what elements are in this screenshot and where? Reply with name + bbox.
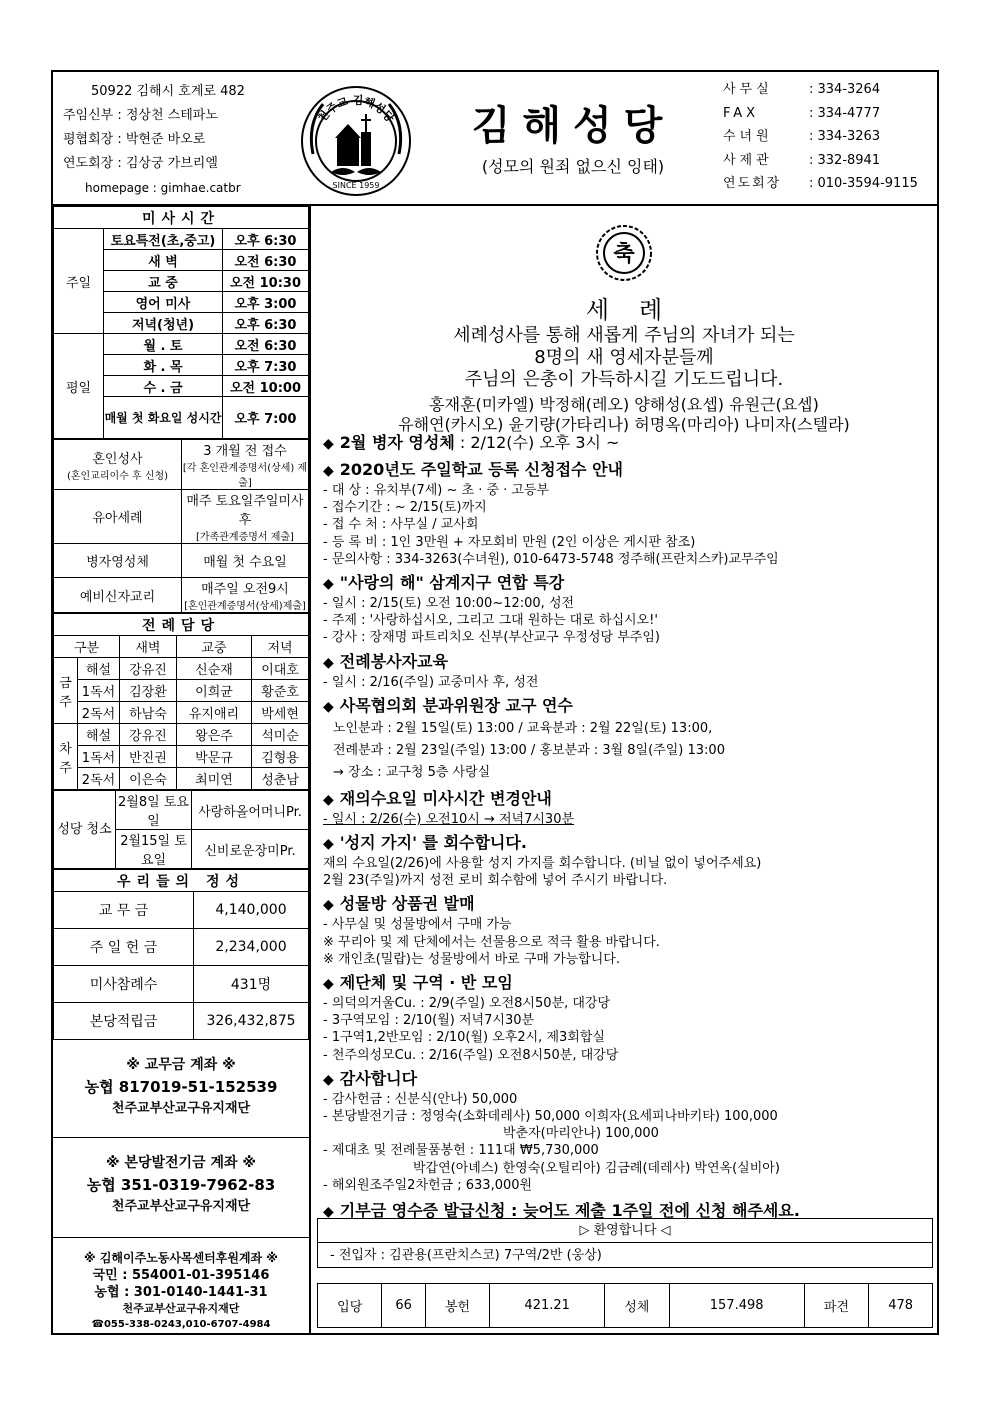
welcome-heading: ▷ 환영합니다 ◁ (318, 1219, 932, 1243)
offerings-table (53, 869, 309, 1040)
offering-name: 미사참례수 (54, 966, 194, 1003)
notice-heading: ◆ 제단체 및 구역 · 반 모임 (323, 972, 933, 995)
liturgy-role: 해설 (78, 658, 120, 680)
offering-value: 2,234,000 (194, 929, 309, 966)
notice-line: - 일시 : 2/16(주일) 교중미사 후, 성전 (323, 674, 539, 690)
liturgy-cell: 박문규 (176, 746, 251, 768)
notice-line: - 일시 : 2/15(토) 오전 10:00~12:00, 성전 (323, 596, 575, 612)
sacrament-name: 병자영성체 (54, 544, 182, 578)
mass-name: 저녁(청년) (104, 313, 223, 334)
notice-line: 박춘자(마리안나) 100,000 (503, 1126, 659, 1142)
bulletin-header (53, 72, 937, 206)
liturgy-cell: 강유진 (120, 724, 177, 746)
baptism-title: 세례 (585, 296, 693, 324)
sacrament-name: 예비신자교리 (54, 578, 182, 613)
liturgy-cell: 이대호 (252, 658, 309, 680)
notice-line: - 일시 : 2/26(수) 오전10시 → 저녁7시30분 (323, 811, 575, 827)
notice-line: - 주제 : '사랑하십시오, 그리고 그대 원하는 대로 하십시오!' (323, 613, 658, 629)
mass-name: 매월 첫 화요일 성시간 (104, 397, 223, 439)
liturgy-cell: 황준호 (252, 680, 309, 702)
notice-heading: ◆ 2020년도 주일학교 등록 신청접수 안내 (323, 459, 933, 482)
baptism-line: 세례성사를 통해 새롭게 주님의 자녀가 되는 (453, 325, 795, 346)
liturgy-cell: 신순재 (176, 658, 251, 680)
mass-name: 월 . 토 (104, 334, 223, 355)
diamond-icon: ◆ (323, 576, 334, 593)
mass-name: 수 . 금 (104, 376, 223, 397)
stat-value: 478 (869, 1284, 933, 1328)
liturgy-col-header: 교중 (176, 636, 251, 658)
stat-label: 파견 (804, 1284, 868, 1328)
account-box (53, 1040, 309, 1138)
notice-line: - 천주의성모Cu. : 2/16(주일) 오전8시50분, 대강당 (323, 1047, 619, 1063)
notice-heading: ◆ 재의수요일 미사시간 변경안내 (323, 788, 933, 811)
notice-line: - 의덕의거울Cu. : 2/9(주일) 오전8시50분, 대강당 (323, 996, 611, 1012)
notice-line: - 접 수 처 : 사무실 / 교사회 (323, 517, 479, 533)
notice-line: - 감사헌금 : 신분식(안나) 50,000 (323, 1091, 518, 1107)
contact-list (723, 78, 933, 196)
liturgy-cell: 왕은주 (176, 724, 251, 746)
contact-row: 사무실 : 334-3264 (723, 82, 881, 97)
notice-line: - 등 록 비 : 1인 3만원 + 자모회비 만원 (2인 이상은 게시판 참조) (323, 534, 696, 550)
labor-center-nh: 농협 : 301-0140-1441-31 (94, 1285, 268, 1300)
cleaning-table (53, 790, 309, 869)
cleaning-group: 신비로운장미Pr. (192, 830, 309, 869)
sacrament-note: [각 혼인관계증명서(상세) 제출] (182, 463, 308, 489)
notice-heading: ◆ 기부금 영수증 발급신청 : 늦어도 제출 1주일 전에 신청 해주세요. (323, 1200, 933, 1223)
liturgy-cell: 이은숙 (120, 768, 177, 790)
mass-time: 오후 3:00 (223, 292, 309, 313)
notice-line: - 강사 : 장재명 파트리치오 신부(부산교구 우정성당 부주임) (323, 630, 660, 646)
liturgy-col-header: 저녁 (252, 636, 309, 658)
parish-info (63, 80, 293, 200)
week-label: 차주 (54, 724, 78, 790)
notice-heading: ◆ 감사합니다 (323, 1068, 933, 1091)
sacraments-table (53, 439, 309, 613)
parish-logo (299, 84, 413, 198)
right-column (311, 206, 937, 1335)
liturgy-role: 1독서 (78, 680, 120, 702)
mass-time: 오후 6:30 (223, 229, 309, 250)
liturgy-cell: 김형용 (252, 746, 309, 768)
diamond-icon: ◆ (323, 698, 334, 715)
homepage-link[interactable]: homepage : gimhae.catbr (85, 181, 241, 195)
notice-heading: ◆ 성물방 상품권 발매 (323, 893, 933, 916)
parish-address: 50922 김해시 호계로 482 (91, 84, 245, 99)
liturgy-cell: 김장환 (120, 680, 177, 702)
cleaning-label: 성당 청소 (54, 791, 116, 869)
celebration-badge-icon (595, 224, 653, 282)
left-column (53, 206, 311, 1335)
account-number: 농협 351-0319-7962-83 (86, 1176, 276, 1194)
sacrament-note: [가족관계증명서 제출] (196, 532, 294, 543)
notice-line: - 대 상 : 유치부(7세) ~ 초 · 중 · 고등부 (323, 483, 550, 498)
offering-value: 4,140,000 (194, 892, 309, 929)
labor-center-kb: 국민 : 554001-01-395146 (92, 1268, 270, 1283)
notice-heading: ◆ 사목협의회 분과위원장 교구 연수 (323, 695, 933, 718)
liturgy-role: 2독서 (78, 702, 120, 724)
notice-list (323, 428, 933, 1223)
notice-line: ※ 꾸리아 및 제 단체에서는 선물용으로 적극 활용 바랍니다. (323, 934, 660, 950)
notice-line: - 해외원조주일2차헌금 ; 633,000원 (323, 1177, 533, 1193)
labor-center-phone: ☎055-338-0243,010-6707-4984 (91, 1319, 271, 1330)
offering-value: 326,432,875 (194, 1003, 309, 1040)
offering-name: 교 무 금 (54, 892, 194, 929)
notice-line: → 장소 : 교구청 5층 사랑실 (333, 764, 491, 780)
liturgy-table (53, 613, 309, 790)
labor-center-title: ※ 김해이주노동사목센터후원계좌 ※ (84, 1251, 278, 1265)
bulletin-page (51, 70, 939, 1335)
liturgy-cell: 반진권 (120, 746, 177, 768)
mass-time: 오전 6:30 (223, 250, 309, 271)
weekday-label: 평일 (54, 334, 104, 439)
stat-value: 66 (382, 1284, 425, 1328)
mass-time: 오후 7:30 (223, 355, 309, 376)
diamond-icon: ◆ (323, 791, 334, 808)
stat-label: 성체 (605, 1284, 669, 1328)
legion-president: 연도회장 : 김상궁 가브리엘 (63, 156, 218, 171)
logo-ring-text: 천주교 김해성당 (315, 93, 397, 125)
liturgy-heading: 전례담당 (54, 614, 309, 636)
sacrament-value: 3 개월 전 접수 (203, 444, 287, 459)
badge-text: 축 (613, 242, 635, 267)
mass-heading: 미사시간 (54, 207, 309, 229)
diamond-icon: ◆ (323, 897, 334, 914)
notice-line: 노인분과 : 2월 15일(토) 13:00 / 교육분과 : 2월 22일(토) 13:00, (333, 720, 713, 736)
liturgy-cell: 박세현 (252, 702, 309, 724)
svg-text:천주교 김해성당 (315, 93, 398, 125)
offering-name: 주 일 헌 금 (54, 929, 194, 966)
sacrament-name: 유아세례 (54, 490, 182, 544)
mass-time: 오후 6:30 (223, 313, 309, 334)
contact-row: 연도회장 : 010-3594-9115 (723, 176, 918, 191)
account-title: ※ 교무금 계좌 ※ (126, 1057, 236, 1073)
bulletin-subtitle: (성모의 원죄 없으신 잉태) (481, 157, 665, 176)
council-president: 평협회장 : 박현준 바오로 (63, 132, 206, 147)
diamond-icon: ◆ (323, 436, 334, 452)
notice-line: - 접수기간 : ~ 2/15(토)까지 (323, 500, 487, 516)
sunday-label: 주일 (54, 229, 104, 334)
liturgy-cell: 유지애리 (176, 702, 251, 724)
notice-line: 전례분과 : 2월 23일(주일) 13:00 / 홍보분과 : 3월 8일(주일) 13:00 (333, 742, 725, 758)
logo-since: SINCE 1959 (332, 181, 380, 190)
liturgy-cell: 이희균 (176, 680, 251, 702)
liturgy-role: 해설 (78, 724, 120, 746)
mass-time: 오전 10:00 (223, 376, 309, 397)
notice-line: ※ 개인초(밀랍)는 성물방에서 바로 구매 가능합니다. (323, 951, 620, 967)
stat-label: 입당 (318, 1284, 382, 1328)
welcome-box (317, 1218, 933, 1268)
liturgy-cell: 하남숙 (120, 702, 177, 724)
contact-row: FAX : 334-4777 (723, 105, 881, 121)
notice-line: - 3구역모임 : 2/10(월) 저녁7시30분 (323, 1013, 535, 1029)
diamond-icon: ◆ (323, 654, 334, 671)
notice-heading: ◆ "사랑의 해" 삼계지구 연합 특강 (323, 572, 933, 595)
mass-time: 오후 7:00 (223, 397, 309, 439)
cleaning-date: 2월8일 토요일 (116, 791, 192, 830)
notice-line: - 제대초 및 전례물품봉헌 : 111대 ₩5,730,000 (323, 1143, 599, 1159)
account-number: 농협 817019-51-152539 (84, 1078, 278, 1096)
offering-value: 431명 (194, 966, 309, 1003)
liturgy-cell: 석미순 (252, 724, 309, 746)
baptism-line: 주님의 은총이 가득하시길 기도드립니다. (464, 369, 784, 390)
sacrament-note: (혼인교리이수 후 신청) (66, 470, 169, 482)
notice-line: 재의 수요일(2/26)에 사용할 성지 가지를 회수합니다. (비닐 없이 넣어주세요) (323, 856, 762, 872)
stats-table (317, 1283, 933, 1328)
offerings-heading: 우리들의 정성 (54, 870, 309, 892)
notice-heading: ◆ 2월 병자 영성체 : 2/12(수) 오후 3시 ~ (323, 432, 933, 455)
liturgy-role: 2독서 (78, 768, 120, 790)
liturgy-role: 1독서 (78, 746, 120, 768)
mass-schedule-table (53, 206, 309, 439)
sacrament-note: [혼인관계증명서(상세)제출] (184, 601, 306, 612)
contact-row: 사제관 : 332-8941 (723, 152, 881, 168)
pastor-name: 주임신부 : 정상천 스테파노 (63, 108, 218, 123)
labor-center-owner: 천주교부산교구유지재단 (122, 1302, 240, 1315)
account-title: ※ 본당발전기금 계좌 ※ (105, 1155, 257, 1171)
sacrament-value: 매월 첫 수요일 (182, 544, 309, 578)
diamond-icon: ◆ (323, 1204, 334, 1221)
account-owner: 천주교부산교구유지재단 (111, 1199, 251, 1214)
mass-name: 토요특전(초,중고) (104, 229, 223, 250)
offering-name: 본당적립금 (54, 1003, 194, 1040)
mass-time: 오전 10:30 (223, 271, 309, 292)
bulletin-title: 김해성당 (471, 103, 675, 149)
liturgy-cell: 최미연 (176, 768, 251, 790)
account-owner: 천주교부산교구유지재단 (111, 1101, 251, 1116)
contact-row: 수녀원 : 334-3263 (723, 129, 881, 144)
account-box (53, 1138, 309, 1238)
cleaning-group: 사랑하올어머니Pr. (192, 791, 309, 830)
notice-heading: ◆ 전례봉사자교육 (323, 651, 933, 674)
notice-line: - 사무실 및 성물방에서 구매 가능 (323, 917, 512, 933)
mass-name: 화 . 목 (104, 355, 223, 376)
notice-line: - 1구역1,2반모임 : 2/10(월) 오후2시, 제3회합실 (323, 1030, 605, 1046)
baptism-names: 홍재훈(미카엘) 박정해(레오) 양해성(요셉) 유원근(요셉) (429, 395, 819, 414)
notice-heading: ◆ '성지 가지' 를 회수합니다. (323, 832, 933, 855)
stat-value: 157.498 (669, 1284, 804, 1328)
week-label: 금주 (54, 658, 78, 724)
notice-line: 박갑연(아녜스) 한영숙(오틸리아) 김금례(데레사) 박연옥(실비아) (413, 1160, 780, 1176)
sacrament-name: 혼인성사 (92, 451, 143, 467)
sacrament-value: 매주 토요일주일미사 후 (186, 494, 304, 528)
mass-name: 새 벽 (104, 250, 223, 271)
sacrament-value: 매주일 오전9시 (201, 582, 289, 597)
stat-value: 421.21 (490, 1284, 605, 1328)
liturgy-col-header: 새벽 (120, 636, 177, 658)
diamond-icon: ◆ (323, 836, 334, 853)
notice-line: 2월 23(주일)까지 성전 로비 회수함에 넣어 주시기 바랍니다. (323, 873, 668, 889)
baptism-names: 유해연(카시오) 윤기량(가타리나) 허명옥(마리아) 나미자(스텔라) (398, 415, 850, 434)
welcome-line: - 전입자 : 김관용(프란치스코) 7구역/2반 (웅상) (330, 1248, 602, 1263)
liturgy-cell: 성춘남 (252, 768, 309, 790)
liturgy-col-header: 구분 (54, 636, 120, 658)
baptism-announcement (311, 224, 937, 435)
labor-center-box (53, 1238, 309, 1333)
diamond-icon: ◆ (323, 1071, 334, 1088)
cleaning-date: 2월15일 토요일 (116, 830, 192, 869)
stat-label: 봉헌 (425, 1284, 489, 1328)
mass-name: 교 중 (104, 271, 223, 292)
diamond-icon: ◆ (323, 463, 334, 479)
notice-line: - 본당발전기금 : 정영숙(소화데레사) 50,000 이희자(요세피나바키타) 100,000 (323, 1109, 778, 1125)
mass-name: 영어 미사 (104, 292, 223, 313)
notice-line: - 문의사항 : 334-3263(수녀원), 010-6473-5748 정주해(프란치스카)교무주임 (323, 551, 779, 567)
baptism-line: 8명의 새 영세자분들께 (534, 347, 714, 368)
diamond-icon: ◆ (323, 976, 334, 993)
liturgy-cell: 강유진 (120, 658, 177, 680)
mass-time: 오전 6:30 (223, 334, 309, 355)
